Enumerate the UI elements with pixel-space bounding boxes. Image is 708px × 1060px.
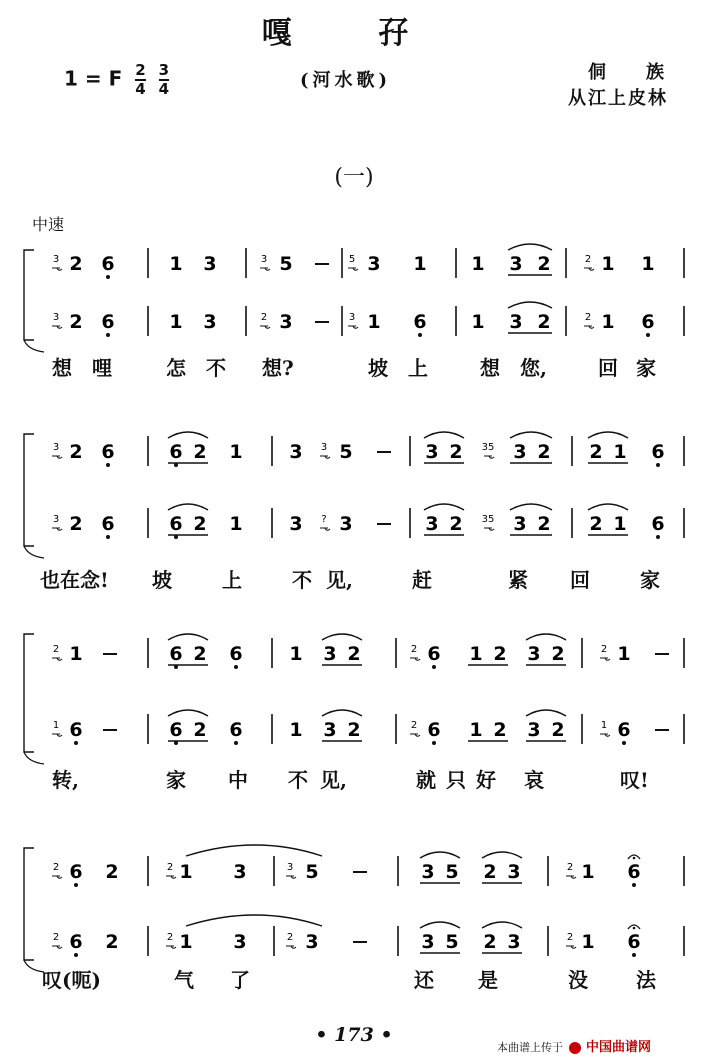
note: 2 (551, 643, 565, 665)
grace-tail (166, 946, 176, 948)
lyric-syllable: 回 (570, 568, 590, 592)
grace-note: 3 (286, 862, 294, 873)
grace-note: 3 (320, 442, 328, 453)
octave-dot (74, 953, 78, 957)
slur-arc (322, 710, 362, 716)
system-bracket (24, 250, 34, 340)
note: 6 (427, 643, 441, 665)
slur-arc (420, 922, 460, 928)
note: 6 (169, 513, 183, 535)
lyric-syllable: 家 (640, 568, 660, 592)
lyric-syllable: 想? (262, 356, 294, 380)
note: 5 (445, 861, 459, 883)
note: 2 (483, 931, 497, 953)
octave-dot (646, 333, 650, 337)
note: 1 (289, 719, 303, 741)
octave-dot (418, 333, 422, 337)
system-bracket (24, 848, 34, 960)
slur-arc (168, 634, 208, 640)
note: 2 (347, 719, 361, 741)
slur-arc (424, 504, 464, 510)
grace-note: ? (321, 514, 327, 525)
lyric-syllable: 法 (636, 968, 656, 992)
grace-note: 2 (52, 862, 60, 873)
grace-note: 1 (600, 720, 608, 731)
lyric-syllable: 只 (446, 768, 466, 792)
note: 2 (493, 719, 507, 741)
note: 2 (537, 253, 551, 275)
grace-tail (600, 658, 610, 660)
fermata-dot (633, 857, 636, 860)
note: 1 (601, 253, 615, 275)
slur-arc (168, 710, 208, 716)
site-logo-icon (569, 1042, 581, 1054)
note: 1 (169, 311, 183, 333)
lyric-syllable: 家 (166, 768, 186, 792)
note: 1 (367, 311, 381, 333)
slur-arc (510, 432, 552, 438)
note: 3 (279, 311, 293, 333)
grace-note: 3 (52, 254, 60, 265)
note: 2 (69, 311, 83, 333)
note: 3 (339, 513, 353, 535)
note: 1 (471, 311, 485, 333)
lyric-syllable: 还 (414, 968, 434, 992)
note: 6 (101, 513, 115, 535)
lyric-syllable: 叹! (620, 768, 649, 792)
grace-tail (52, 528, 62, 530)
note: 2 (347, 643, 361, 665)
note: 5 (279, 253, 293, 275)
slur-arc (168, 504, 208, 510)
bracket-hook (24, 340, 44, 352)
slur-arc (588, 504, 628, 510)
note: 6 (101, 253, 115, 275)
grace-tail (260, 326, 270, 328)
grace-note: 2 (566, 862, 574, 873)
octave-dot (432, 741, 436, 745)
note: 1 (229, 441, 243, 463)
bracket-hook (24, 546, 44, 558)
note: 6 (69, 719, 83, 741)
note: 6 (641, 311, 655, 333)
note: 3 (527, 643, 541, 665)
note: 1 (69, 643, 83, 665)
note: 2 (589, 441, 603, 463)
site-name: 中国曲谱网 (586, 1040, 652, 1055)
note: 2 (69, 513, 83, 535)
grace-note: 2 (584, 312, 592, 323)
grace-note: 2 (566, 932, 574, 943)
lyric-syllable: 是 (478, 968, 498, 992)
slur-arc (508, 244, 552, 250)
slur-arc (420, 852, 460, 858)
lyric-syllable: 上 (408, 356, 428, 380)
grace-note: 3 (260, 254, 268, 265)
note: 1 (169, 253, 183, 275)
lyric-line-3 (0, 764, 708, 794)
note: 3 (367, 253, 381, 275)
grace-note: 35 (481, 442, 495, 453)
lyric-syllable: 坡 (152, 568, 172, 592)
note: 3 (507, 861, 521, 883)
slur-arc (424, 432, 464, 438)
note: 1 (471, 253, 485, 275)
note: 2 (537, 513, 551, 535)
lyric-syllable: 家 (636, 356, 656, 380)
note: 3 (233, 861, 247, 883)
slur-arc (508, 302, 552, 308)
note: 2 (193, 513, 207, 535)
note: 6 (627, 861, 641, 883)
grace-tail (566, 946, 576, 948)
note: 2 (69, 253, 83, 275)
grace-tail (52, 876, 62, 878)
lyric-line-1 (0, 352, 708, 382)
grace-note: 2 (410, 720, 418, 731)
note: 1 (179, 931, 193, 953)
grace-note: 2 (584, 254, 592, 265)
lyric-syllable: 坡 (368, 356, 388, 380)
grace-note: 35 (481, 514, 495, 525)
grace-tail (320, 528, 330, 530)
note: 2 (589, 513, 603, 535)
lyric-syllable: 不 (288, 768, 308, 792)
lyric-syllable: 没 (568, 968, 588, 992)
slur-arc (482, 852, 522, 858)
octave-dot (106, 463, 110, 467)
octave-dot (74, 741, 78, 745)
grace-tail (484, 456, 494, 458)
lyric-syllable: 哩 (92, 356, 112, 380)
note: 3 (425, 441, 439, 463)
fermata-dot (633, 927, 636, 930)
lyric-syllable: 回 (598, 356, 618, 380)
note: 2 (193, 719, 207, 741)
lyric-line-2 (0, 564, 708, 594)
slur-arc (526, 710, 566, 716)
grace-note: 2 (410, 644, 418, 655)
note: 1 (179, 861, 193, 883)
system-bracket (24, 434, 34, 546)
bracket-hook (24, 752, 44, 764)
lyric-syllable: 怎 (166, 356, 186, 380)
grace-note: 2 (166, 932, 174, 943)
lyric-syllable: 叹(呃) (42, 968, 101, 992)
note: 1 (641, 253, 655, 275)
slur-arc (482, 922, 522, 928)
note: 1 (613, 513, 627, 535)
grace-tail (484, 528, 494, 530)
slur-arc (588, 432, 628, 438)
note: 6 (169, 719, 183, 741)
note: 3 (289, 513, 303, 535)
note: 6 (413, 311, 427, 333)
lyric-syllable: 好 (476, 768, 496, 792)
note: 6 (169, 643, 183, 665)
note: 3 (289, 441, 303, 463)
grace-note: 2 (52, 932, 60, 943)
note: 2 (537, 311, 551, 333)
grace-tail (166, 876, 176, 878)
octave-dot (74, 883, 78, 887)
note: 1 (581, 931, 595, 953)
note: 6 (69, 861, 83, 883)
key-label: 1 = F (64, 66, 123, 91)
grace-note: 2 (260, 312, 268, 323)
lyric-syllable: 您, (520, 356, 547, 380)
grace-tail (566, 876, 576, 878)
lyric-syllable: 不 (206, 356, 226, 380)
grace-note: 3 (52, 442, 60, 453)
grace-tail (52, 326, 62, 328)
note: 6 (229, 719, 243, 741)
note: 3 (323, 643, 337, 665)
slur-arc (168, 432, 208, 438)
grace-tail (286, 876, 296, 878)
grace-tail (600, 734, 610, 736)
note: 3 (233, 931, 247, 953)
grace-note: 1 (52, 720, 60, 731)
slur-arc (322, 634, 362, 640)
grace-tail (584, 326, 594, 328)
grace-tail (584, 268, 594, 270)
octave-dot (632, 953, 636, 957)
note: 3 (305, 931, 319, 953)
note: 3 (513, 441, 527, 463)
tempo-marking: 中速 (32, 215, 65, 234)
grace-tail (52, 734, 62, 736)
note: 3 (203, 253, 217, 275)
note: 6 (101, 311, 115, 333)
note: 2 (449, 513, 463, 535)
note: 3 (323, 719, 337, 741)
lyric-syllable: 气 (174, 968, 194, 992)
lyric-line-4 (0, 964, 708, 994)
note: 1 (613, 441, 627, 463)
grace-note: 2 (600, 644, 608, 655)
note: 3 (509, 311, 523, 333)
grace-tail (52, 658, 62, 660)
note: 2 (105, 931, 119, 953)
note: 1 (617, 643, 631, 665)
note: 5 (445, 931, 459, 953)
note: 6 (617, 719, 631, 741)
note: 2 (193, 441, 207, 463)
grace-tail (52, 268, 62, 270)
grace-note: 3 (52, 312, 60, 323)
grace-tail (348, 268, 358, 270)
note: 1 (581, 861, 595, 883)
lyric-syllable: 不 (292, 568, 312, 592)
octave-dot (106, 333, 110, 337)
lyric-syllable: 中 (228, 768, 248, 792)
lyric-syllable: 就 (416, 768, 436, 792)
grace-tail (320, 456, 330, 458)
note: 3 (509, 253, 523, 275)
lyric-syllable: 哀 (524, 768, 544, 792)
subtitle: (河水歌) (300, 70, 392, 91)
note: 5 (305, 861, 319, 883)
page-number: • 173 • (315, 1024, 393, 1046)
note: 2 (483, 861, 497, 883)
grace-tail (410, 658, 420, 660)
note: 6 (229, 643, 243, 665)
note: 3 (425, 513, 439, 535)
note: 2 (493, 643, 507, 665)
note: 6 (69, 931, 83, 953)
octave-dot (106, 535, 110, 539)
note: 2 (551, 719, 565, 741)
note: 5 (339, 441, 353, 463)
credit-place: 从江上皮林 (568, 88, 668, 109)
lyric-syllable: 想 (480, 356, 500, 380)
section-number: (一) (334, 165, 374, 190)
lyric-syllable: 上 (222, 568, 242, 592)
octave-dot (656, 535, 660, 539)
note: 2 (105, 861, 119, 883)
grace-note: 3 (348, 312, 356, 323)
note: 3 (203, 311, 217, 333)
system-bracket (24, 634, 34, 752)
upload-text: 本曲谱上传于 (497, 1041, 563, 1054)
octave-dot (632, 883, 636, 887)
grace-note: 2 (286, 932, 294, 943)
octave-dot (234, 665, 238, 669)
note: 1 (469, 719, 483, 741)
note: 2 (537, 441, 551, 463)
lyric-syllable: 转, (52, 768, 79, 792)
grace-note: 3 (52, 514, 60, 525)
credit-ethnic: 侗族 (588, 62, 704, 83)
octave-dot (106, 275, 110, 279)
lyric-syllable: 了 (230, 968, 250, 992)
grace-note: 5 (348, 254, 356, 265)
note: 1 (601, 311, 615, 333)
note: 1 (413, 253, 427, 275)
grace-tail (410, 734, 420, 736)
time-signature-1: $\frac{2}{4}$ (135, 61, 146, 98)
lyric-syllable: 也在念! (40, 568, 109, 592)
slur-arc (526, 634, 566, 640)
note: 6 (651, 441, 665, 463)
grace-tail (260, 268, 270, 270)
octave-dot (622, 741, 626, 745)
time-signature-2: $\frac{3}{4}$ (158, 61, 170, 98)
octave-dot (432, 665, 436, 669)
note: 6 (651, 513, 665, 535)
note: 3 (507, 931, 521, 953)
note: 1 (289, 643, 303, 665)
grace-tail (52, 946, 62, 948)
footer-watermark (497, 1036, 651, 1055)
note: 6 (169, 441, 183, 463)
note: 2 (69, 441, 83, 463)
note: 2 (449, 441, 463, 463)
tie-arc (186, 915, 322, 926)
grace-note: 2 (52, 644, 60, 655)
song-title: 嘎 孖 (261, 16, 447, 51)
note: 2 (193, 643, 207, 665)
note: 6 (427, 719, 441, 741)
lyric-syllable: 赶 (412, 568, 432, 592)
lyric-syllable: 见, (320, 768, 347, 792)
grace-tail (286, 946, 296, 948)
note: 1 (469, 643, 483, 665)
note: 3 (527, 719, 541, 741)
note: 1 (229, 513, 243, 535)
tie-arc (186, 845, 322, 856)
note: 3 (513, 513, 527, 535)
note: 6 (627, 931, 641, 953)
octave-dot (656, 463, 660, 467)
lyric-syllable: 紧 (508, 568, 528, 592)
note: 6 (101, 441, 115, 463)
note: 3 (421, 861, 435, 883)
grace-tail (348, 326, 358, 328)
grace-note: 2 (166, 862, 174, 873)
slur-arc (510, 504, 552, 510)
octave-dot (234, 741, 238, 745)
grace-tail (52, 456, 62, 458)
lyric-syllable: 想 (52, 356, 72, 380)
note: 3 (421, 931, 435, 953)
lyric-syllable: 见, (326, 568, 353, 592)
